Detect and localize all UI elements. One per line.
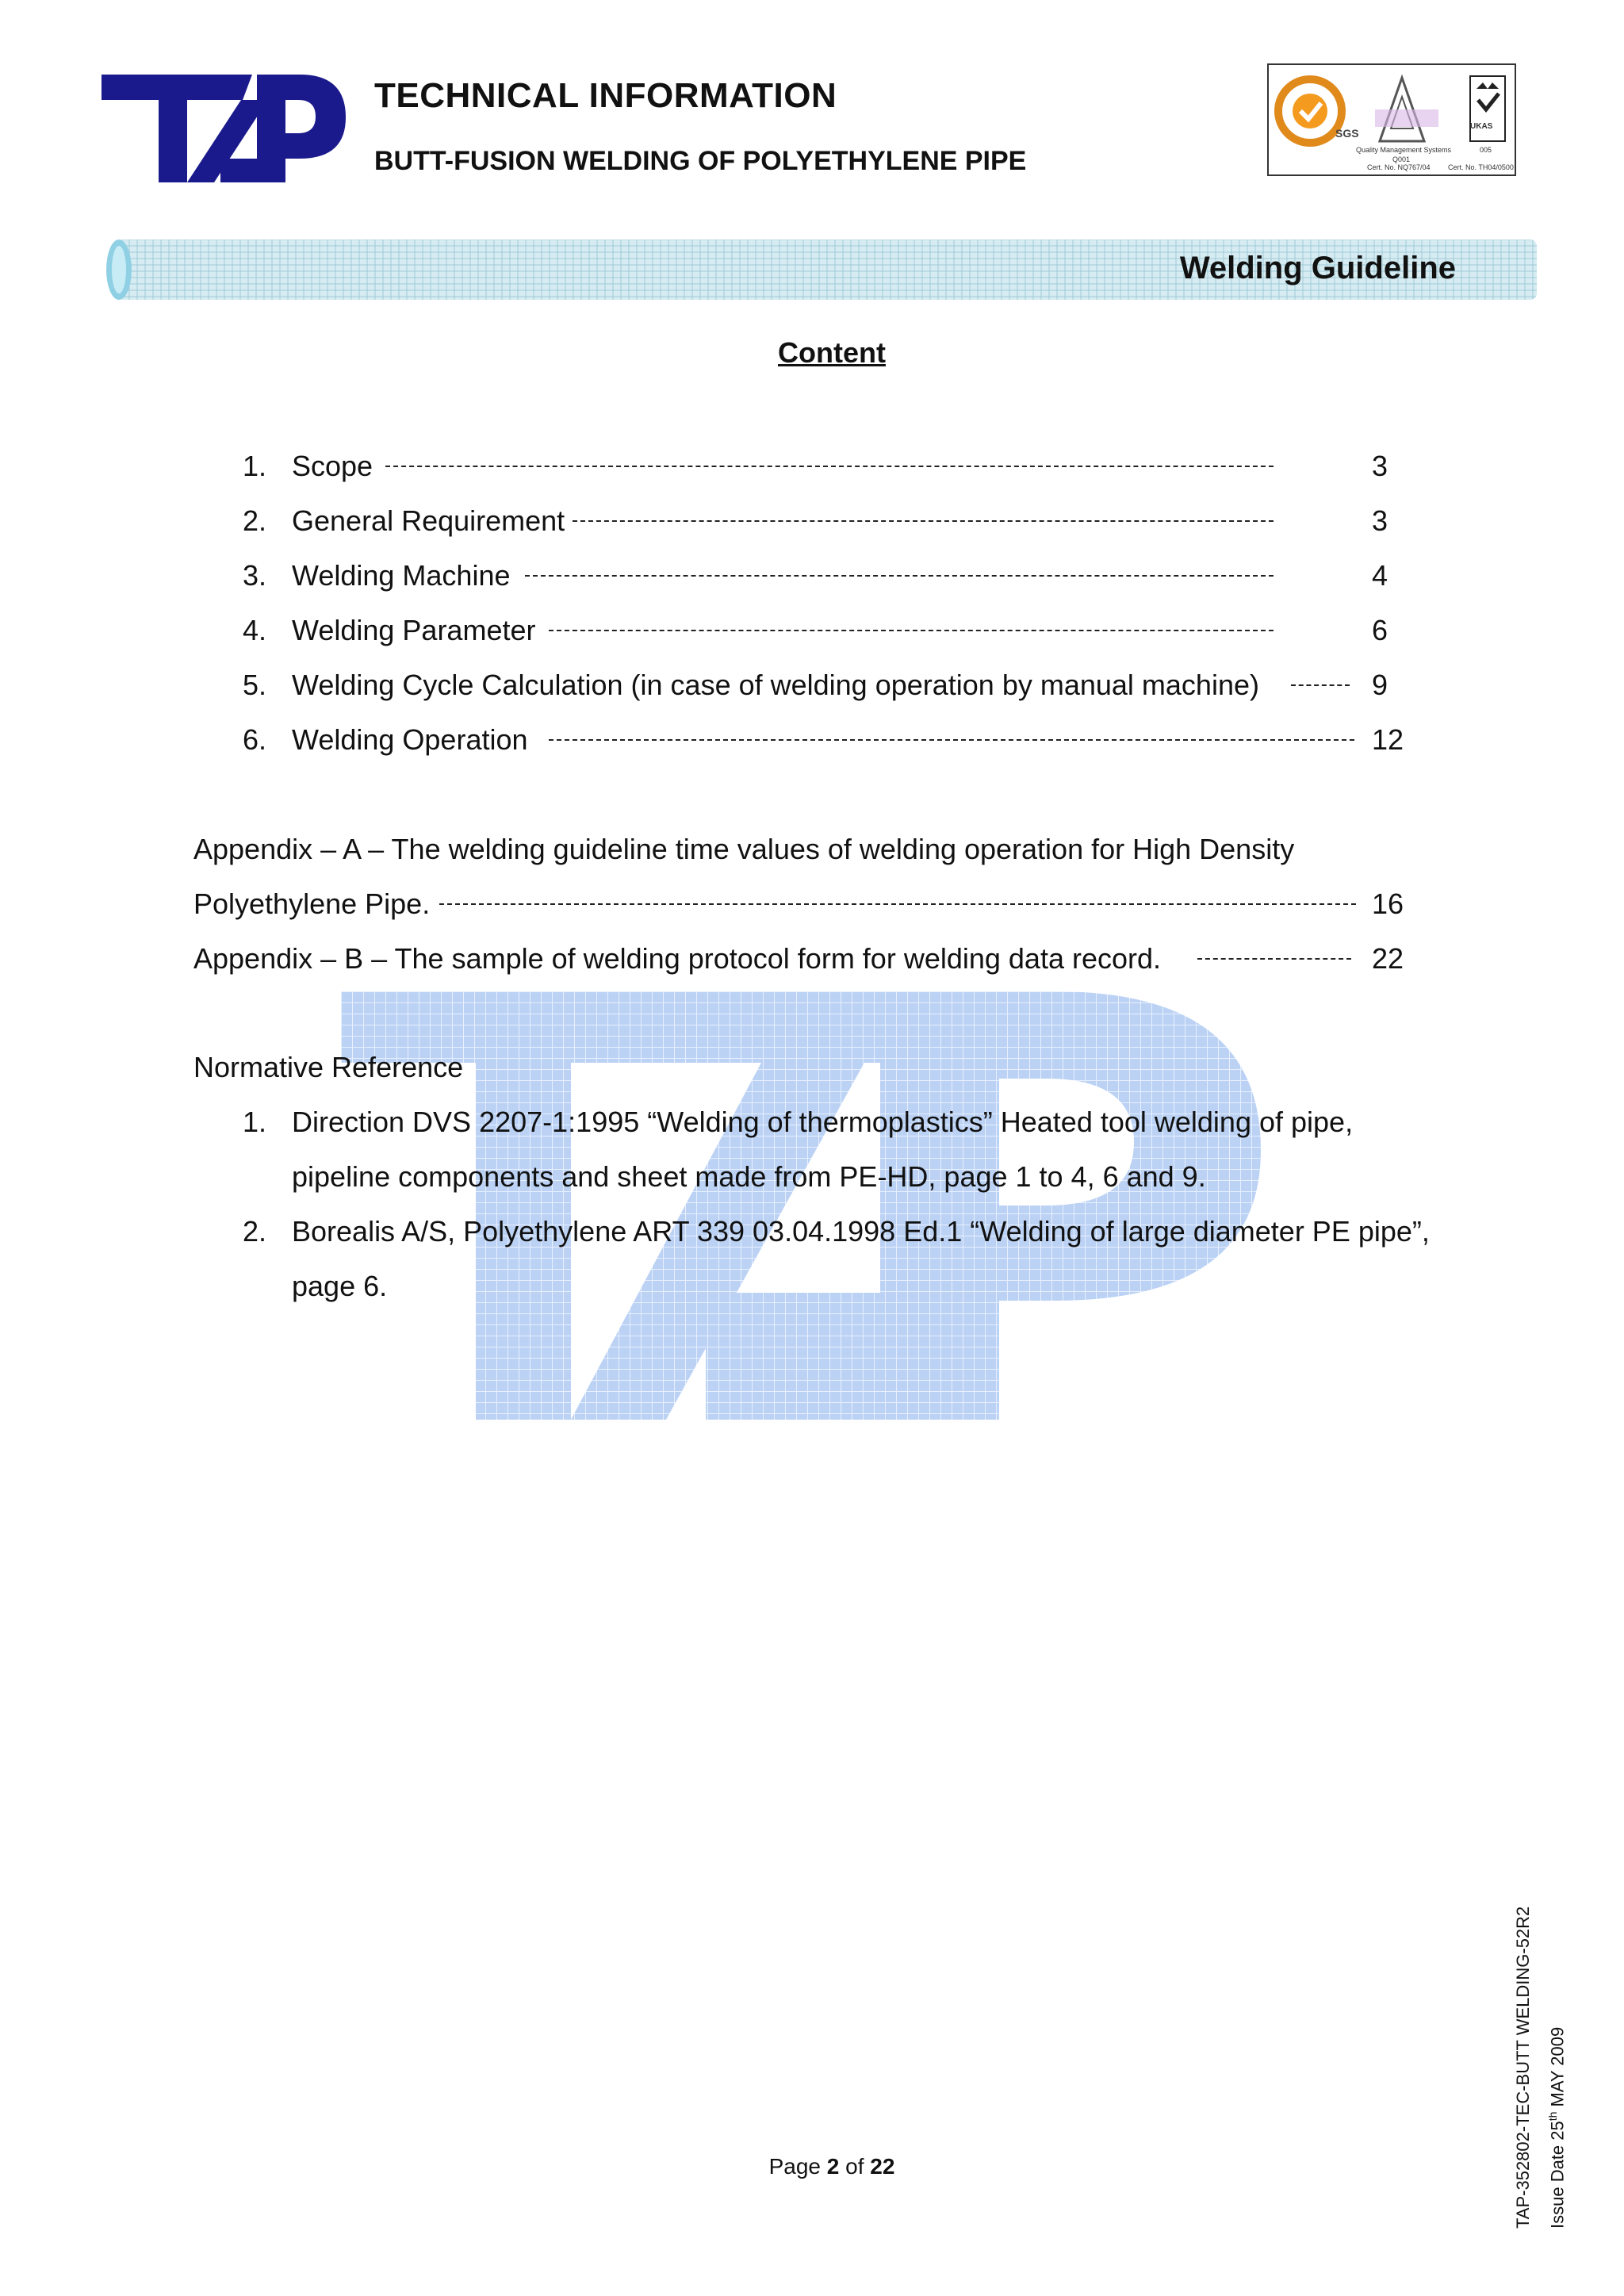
toc-row[interactable] — [243, 556, 1408, 596]
tap-watermark — [341, 991, 1269, 1428]
document-code: TAP-352802-TEC-BUTT WELDING-52R2 — [1513, 1906, 1533, 2229]
toc-page: 12 — [1372, 723, 1404, 756]
page-of: of — [845, 2154, 864, 2179]
toc-page: 3 — [1372, 504, 1388, 537]
toc-page: 3 — [1372, 450, 1388, 482]
cert-number-1: Cert. No. NQ767/04 — [1367, 163, 1431, 171]
toc-leader — [549, 630, 1274, 631]
normative-line: page 6. — [292, 1270, 388, 1302]
issue-date-month-year: MAY 2009 — [1547, 2026, 1568, 2112]
cert-number-2: Cert. No. TH04/0500 — [1448, 163, 1514, 171]
tap-logo-graphic — [102, 70, 347, 190]
toc-leader — [549, 739, 1354, 741]
normative-number: 1. — [243, 1106, 267, 1138]
ukas-label: UKAS — [1470, 122, 1493, 131]
appendix-b-page: 22 — [1372, 942, 1404, 975]
issue-date — [1546, 2027, 1568, 2229]
toc-title: Welding Machine — [292, 559, 511, 592]
toc-title: General Requirement — [292, 504, 565, 537]
toc-row[interactable] — [243, 665, 1408, 705]
toc-title: Welding Cycle Calculation (in case of welding operation by manual machine) — [292, 669, 1259, 701]
page-current: 2 — [826, 2154, 840, 2179]
toc-leader — [525, 575, 1274, 577]
normative-line: Borealis A/S, Polyethylene ART 339 03.04.1998 Ed.1 “Welding of large diameter PE pipe”, — [292, 1215, 1430, 1248]
document-subtitle: BUTT-FUSION WELDING OF POLYETHYLENE PIPE — [374, 146, 1027, 176]
sgs-label: SGS — [1335, 127, 1359, 140]
toc-leader — [1291, 684, 1350, 686]
issue-date-prefix: Issue Date 25 — [1547, 2121, 1568, 2229]
toc-row[interactable] — [243, 720, 1408, 760]
appendix-a-leader — [439, 903, 1356, 905]
toc-row[interactable] — [243, 447, 1408, 486]
banner-label: Welding Guideline — [1179, 251, 1456, 286]
normative-heading: Normative Reference — [193, 1051, 464, 1083]
qms-label: Quality Management Systems — [1356, 146, 1452, 154]
toc-number: 3. — [243, 559, 267, 592]
certification-box — [1267, 63, 1516, 176]
toc-page: 6 — [1372, 614, 1388, 646]
normative-number: 2. — [243, 1215, 267, 1248]
appendix-a-line1: Appendix – A – The welding guideline time values of welding operation for High Density — [193, 833, 1295, 865]
tap-logo — [102, 70, 347, 190]
appendix-b-line: Appendix – B – The sample of welding protocol form for welding data record. — [193, 942, 1162, 975]
toc-number: 4. — [243, 614, 267, 646]
toc-leader — [573, 520, 1274, 522]
toc-number: 6. — [243, 723, 267, 756]
appendix-a-page: 16 — [1372, 887, 1404, 920]
page-total: 22 — [870, 2154, 895, 2179]
toc-page: 9 — [1372, 669, 1388, 701]
appendix-a-line2: Polyethylene Pipe. — [193, 887, 431, 920]
page-prefix: Page — [768, 2154, 821, 2179]
toc-row[interactable] — [243, 611, 1408, 650]
appendix-b-leader — [1197, 958, 1351, 960]
toc-title: Scope — [292, 450, 373, 482]
toc-number: 2. — [243, 504, 267, 537]
toc-leader — [385, 466, 1274, 467]
document-title: TECHNICAL INFORMATION — [374, 76, 837, 115]
qms-code: Q001 — [1392, 155, 1411, 163]
page-number — [0, 2154, 1624, 2179]
normative-line: pipeline components and sheet made from PE-HD, page 1 to 4, 6 and 9. — [292, 1160, 1206, 1193]
ukas-code: 005 — [1480, 146, 1492, 154]
toc-title: Welding Parameter — [292, 614, 536, 646]
watermark-graphic — [341, 991, 1269, 1428]
certification-logos — [1269, 65, 1515, 174]
content-heading: Content — [778, 336, 886, 369]
normative-line: Direction DVS 2207-1:1995 “Welding of thermoplastics” Heated tool welding of pipe, — [292, 1106, 1354, 1138]
issue-date-suffix-sup: th — [1546, 2111, 1559, 2122]
toc-number: 1. — [243, 450, 267, 482]
toc-page: 4 — [1372, 559, 1388, 592]
toc-title: Welding Operation — [292, 723, 528, 756]
section-banner — [102, 236, 1543, 303]
toc-row[interactable] — [243, 501, 1408, 541]
toc-number: 5. — [243, 669, 267, 701]
